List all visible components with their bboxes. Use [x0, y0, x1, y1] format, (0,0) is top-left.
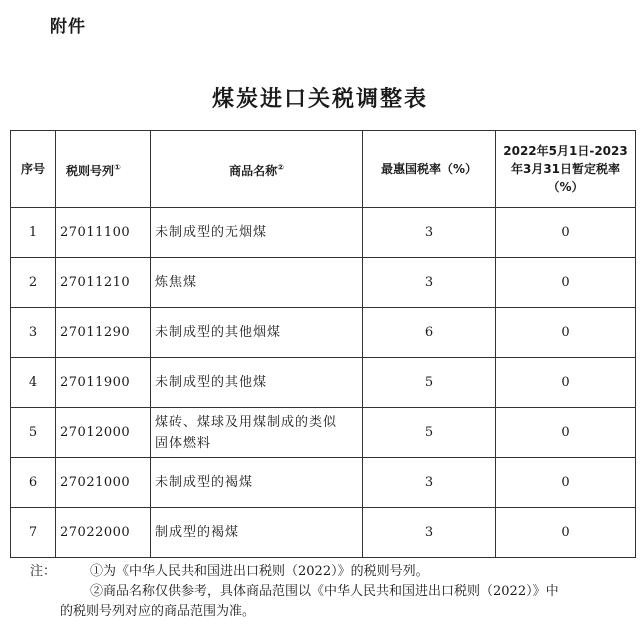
footnote-mark-2: ② — [277, 162, 284, 172]
footnote-1 — [30, 562, 630, 582]
row-temp: 0 — [496, 408, 636, 458]
table-header-row — [11, 131, 636, 208]
row-mfn: 5 — [363, 358, 496, 408]
table-row — [11, 408, 636, 458]
row-name: 未制成型的其他烟煤 — [151, 308, 363, 358]
footnote-label: 注： — [30, 564, 57, 579]
row-seq: 5 — [11, 408, 56, 458]
footnote-2 — [30, 582, 630, 622]
table-row — [11, 458, 636, 508]
row-name: 炼焦煤 — [151, 258, 363, 308]
table-row — [11, 508, 636, 558]
row-mfn: 3 — [363, 208, 496, 258]
table-row — [11, 208, 636, 258]
row-mfn: 3 — [363, 508, 496, 558]
row-name: 未制成型的无烟煤 — [151, 208, 363, 258]
row-name: 煤砖、煤球及用煤制成的类似 固体燃料 — [151, 408, 363, 458]
footnote-1-text: ①为《中华人民共和国进出口税则（2022）》的税则号列。 — [90, 564, 429, 579]
row-temp: 0 — [496, 258, 636, 308]
row-name: 制成型的褐煤 — [151, 508, 363, 558]
row-temp: 0 — [496, 208, 636, 258]
row-mfn: 3 — [363, 258, 496, 308]
row-seq: 1 — [11, 208, 56, 258]
attachment-label: 附件 — [50, 17, 86, 37]
header-mfn-rate: 最惠国税率（%） — [363, 131, 496, 208]
row-seq: 6 — [11, 458, 56, 508]
table-row — [11, 358, 636, 408]
row-mfn: 5 — [363, 408, 496, 458]
page-title: 煤炭进口关税调整表 — [211, 86, 428, 112]
header-temp-rate: 2022年5月1日-2023 年3月31日暂定税率 （%） — [496, 131, 636, 208]
row-temp: 0 — [496, 358, 636, 408]
row-code: 27011210 — [56, 258, 151, 308]
row-temp: 0 — [496, 508, 636, 558]
row-code: 27012000 — [56, 408, 151, 458]
row-seq: 4 — [11, 358, 56, 408]
row-temp: 0 — [496, 458, 636, 508]
header-seq: 序号 — [11, 131, 56, 208]
row-seq: 2 — [11, 258, 56, 308]
row-code: 27011290 — [56, 308, 151, 358]
row-code: 27022000 — [56, 508, 151, 558]
row-code: 27011100 — [56, 208, 151, 258]
row-temp: 0 — [496, 308, 636, 358]
row-code: 27021000 — [56, 458, 151, 508]
footnotes — [30, 562, 630, 622]
row-code: 27011900 — [56, 358, 151, 408]
table-row — [11, 308, 636, 358]
row-seq: 7 — [11, 508, 56, 558]
tariff-table — [10, 130, 636, 558]
row-name: 未制成型的其他煤 — [151, 358, 363, 408]
header-name: 商品名称② — [151, 131, 363, 208]
footnote-2-line1: ②商品名称仅供参考，具体商品范围以《中华人民共和国进出口税则（2022）》中 — [90, 584, 559, 599]
row-mfn: 3 — [363, 458, 496, 508]
row-seq: 3 — [11, 308, 56, 358]
footnote-mark-1: ① — [114, 162, 121, 172]
row-mfn: 6 — [363, 308, 496, 358]
row-name: 未制成型的褐煤 — [151, 458, 363, 508]
footnote-2-line2: 的税则号列对应的商品范围为准。 — [60, 604, 256, 619]
table-row — [11, 258, 636, 308]
header-code: 税则号列① — [56, 131, 151, 208]
